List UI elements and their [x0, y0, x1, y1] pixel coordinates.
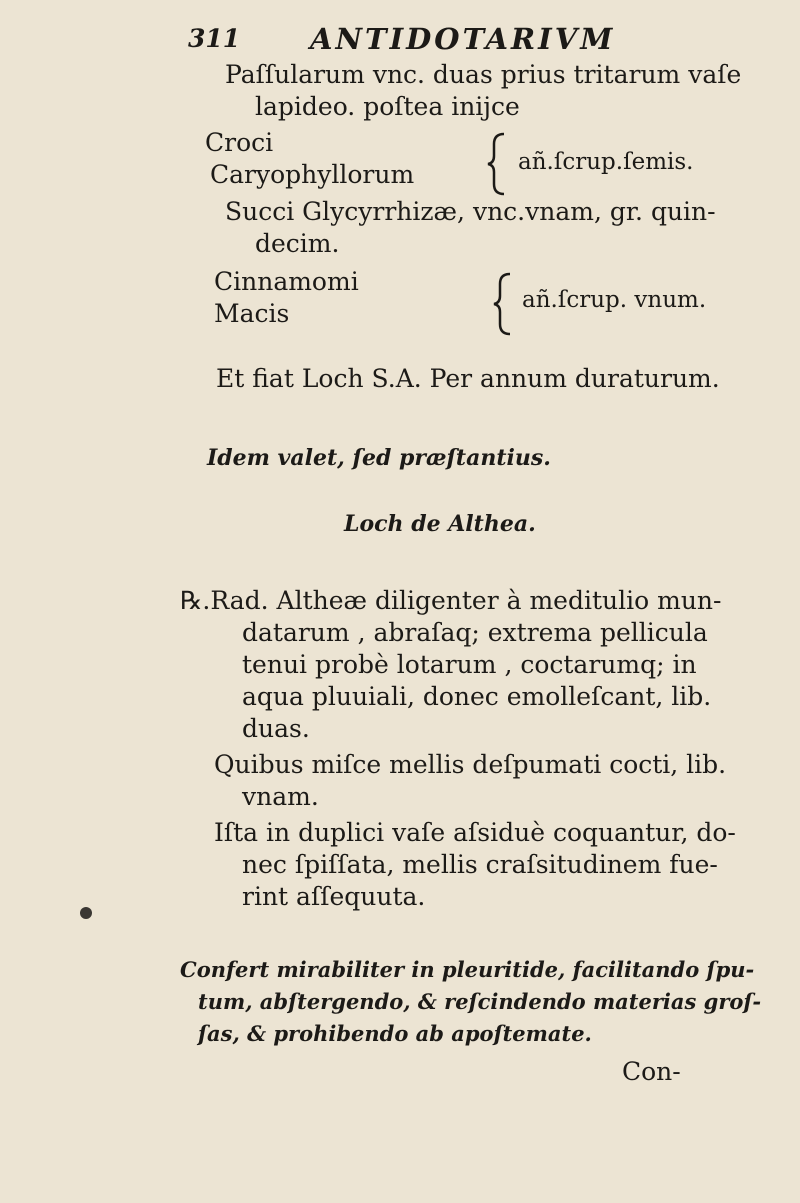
- text-line: Et fiat Loch S.A. Per annum duraturum.: [216, 364, 720, 393]
- text-line: aqua pluuiali, donec emolleſcant, lib.: [242, 682, 712, 711]
- page-number: 311: [188, 24, 241, 53]
- dosage-note: añ.ſcrup. vnum.: [522, 287, 707, 313]
- ingredient-croci: Croci: [205, 128, 274, 157]
- page-header: [0, 12, 800, 62]
- italic-note: Confert mirabiliter in pleuritide, facilitando ſpu-: [180, 957, 755, 982]
- text-line: Succi Glycyrrhizæ, vnc.vnam, gr. quin-: [225, 197, 716, 226]
- text-line: nec ſpiſſata, mellis craſsitudinem fue-: [242, 850, 718, 879]
- running-title: ANTIDOTARIVM: [310, 22, 616, 56]
- italic-note: Idem valet, ſed præſtantius.: [207, 445, 551, 471]
- brace-icon: [486, 132, 516, 196]
- catchword: Con-: [622, 1057, 681, 1086]
- text-line: duas.: [242, 714, 310, 743]
- text-line: lapideo. poſtea inijce: [255, 92, 520, 121]
- italic-note: tum, abſtergendo, & reſcindendo materias groſ-: [198, 989, 762, 1014]
- text-line: tenui probè lotarum , coctarumq; in: [242, 650, 697, 679]
- brace-icon: [492, 272, 522, 336]
- text-line: vnam.: [242, 782, 319, 811]
- text-line: Iſta in duplici vaſe aſsiduè coquantur, do-: [214, 818, 736, 847]
- ingredient-cinnamomi: Cinnamomi: [214, 267, 359, 296]
- text-line: decim.: [255, 229, 340, 258]
- text-line: ℞.Rad. Altheæ diligenter à meditulio mun-: [180, 586, 722, 615]
- dosage-note: añ.ſcrup.ſemis.: [518, 149, 694, 175]
- recipe-heading: Loch de Althea.: [344, 511, 536, 537]
- ingredient-macis: Macis: [214, 299, 290, 328]
- ingredient-caryophyllorum: Caryophyllorum: [210, 160, 415, 189]
- italic-note: ſas, & prohibendo ab apoſtemate.: [198, 1021, 592, 1046]
- text-line: rint aſſequuta.: [242, 882, 426, 911]
- text-line: datarum , abraſaq; extrema pellicula: [242, 618, 708, 647]
- text-line: Quibus miſce mellis deſpumati cocti, lib.: [214, 750, 727, 779]
- text-line: Paſſularum vnc. duas prius tritarum vaſe: [225, 60, 742, 89]
- ink-spot-icon: [80, 907, 92, 919]
